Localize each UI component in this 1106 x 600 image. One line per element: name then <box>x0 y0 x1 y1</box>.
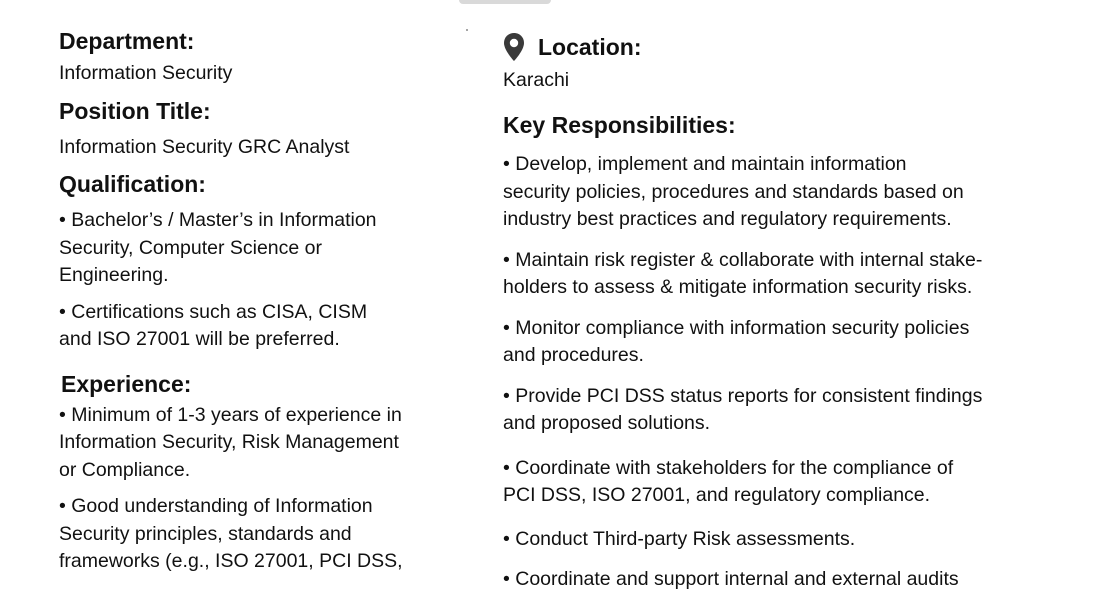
responsibility-line: • Develop, implement and maintain information <box>503 153 907 175</box>
location-heading-row <box>503 32 1063 62</box>
qualification-line: Engineering. <box>59 264 169 286</box>
position-title-value: Information Security GRC Analyst <box>59 136 350 158</box>
location-pin-icon <box>503 32 525 62</box>
position-title-heading: Position Title: <box>59 98 211 124</box>
experience-line: Information Security, Risk Management <box>59 431 399 453</box>
responsibility-item <box>503 566 1063 594</box>
location-section <box>503 32 1063 94</box>
key-responsibilities-heading: Key Responsibilities: <box>503 112 736 138</box>
location-heading: Location: <box>538 34 642 60</box>
qualification-line: and ISO 27001 will be preferred. <box>59 328 340 350</box>
responsibility-line: • Provide PCI DSS status reports for consistent findings <box>503 384 983 407</box>
location-value: Karachi <box>503 69 570 91</box>
responsibility-line: • Coordinate with stakeholders for the compliance of <box>503 456 954 479</box>
experience-line: or Compliance. <box>59 458 191 481</box>
experience-line: • Minimum of 1-3 years of experience in <box>59 403 402 426</box>
responsibility-item <box>503 151 1063 234</box>
responsibility-line: and proposed solutions. <box>503 412 711 434</box>
responsibility-line: • Coordinate and support internal and external audits <box>503 568 959 590</box>
right-column <box>503 32 1063 594</box>
department-heading: Department: <box>59 28 195 54</box>
qualification-line: • Bachelor’s / Master’s in Information <box>59 209 377 231</box>
responsibility-line: PCI DSS, ISO 27001, and regulatory compliance. <box>503 484 931 506</box>
qualification-line: Security, Computer Science or <box>59 236 322 259</box>
top-edge-mark <box>459 0 551 4</box>
department-value: Information Security <box>59 62 233 84</box>
qualification-item <box>59 207 479 290</box>
responsibility-item <box>503 383 1063 438</box>
left-column <box>59 26 479 576</box>
qualification-item <box>59 299 479 354</box>
qualification-heading: Qualification: <box>59 171 206 197</box>
responsibility-line: and procedures. <box>503 344 644 366</box>
experience-line: Security principles, standards and <box>59 522 352 545</box>
responsibility-line: industry best practices and regulatory requirements. <box>503 208 952 230</box>
responsibility-line: • Monitor compliance with information security policies <box>503 316 970 339</box>
responsibility-item <box>503 315 1063 370</box>
key-responsibilities-section <box>503 110 1063 594</box>
department-section <box>59 26 479 87</box>
responsibility-item <box>503 247 1063 302</box>
responsibility-line: holders to assess & mitigate information security risks. <box>503 276 973 298</box>
experience-line: • Good understanding of Information <box>59 495 373 517</box>
responsibility-line: • Maintain risk register & collaborate with internal stake- <box>503 248 983 271</box>
position-title-section <box>59 96 479 161</box>
responsibility-item <box>503 455 1063 510</box>
responsibility-line: • Conduct Third-party Risk assessments. <box>503 527 856 550</box>
qualification-section <box>59 169 479 354</box>
qualification-line: • Certifications such as CISA, CISM <box>59 300 368 323</box>
experience-item <box>59 402 479 485</box>
experience-section <box>59 369 479 576</box>
experience-item <box>59 493 479 576</box>
responsibility-line: security policies, procedures and standards based on <box>503 180 964 203</box>
experience-heading: Experience: <box>61 370 192 397</box>
responsibility-item <box>503 526 1063 554</box>
experience-line: frameworks (e.g., ISO 27001, PCI DSS, <box>59 550 403 572</box>
